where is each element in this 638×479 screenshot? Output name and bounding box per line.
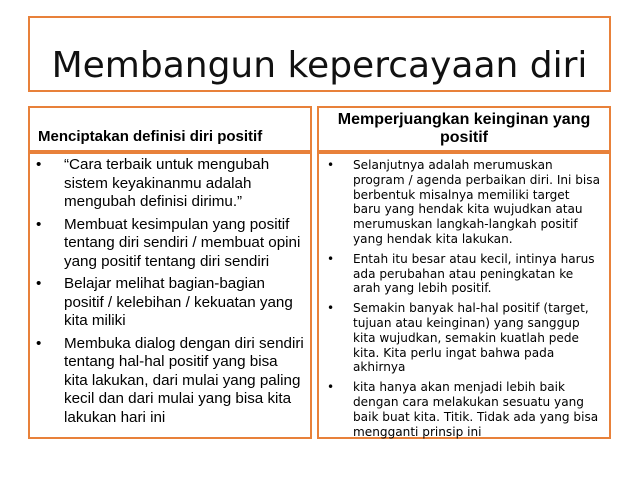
bullet-icon: • (327, 158, 335, 172)
list-item-text: Membuat kesimpulan yang positif tentang diri sendiri / membuat opini yang positif tentang diri sendiri (64, 215, 301, 270)
list-item-text: kita hanya akan menjadi lebih baik dengan cara melakukan sesuatu yang baik buat kita. Titik. Tidak ada yang bisa mengganti prinsip ini (353, 380, 599, 439)
list-item (327, 301, 601, 375)
list-item-text: “Cara terbaik untuk mengubah sistem keyakinanmu adalah mengubah definisi dirimu.” (64, 156, 270, 210)
left-column-body (28, 152, 312, 439)
bullet-icon: • (36, 156, 42, 173)
left-bullet-list (36, 156, 304, 427)
list-item (327, 380, 601, 439)
right-column-header: Memperjuangkan keinginan yang positif (317, 106, 611, 152)
list-item (36, 156, 304, 212)
list-item-text: Entah itu besar atau kecil, intinya harus ada perubahan atau peningkatan ke arah yang lebih positif. (353, 251, 595, 296)
list-item (327, 252, 601, 296)
bullet-icon: • (327, 301, 335, 316)
slide-title: Membangun kepercayaan diri (51, 45, 588, 86)
bullet-icon: • (327, 380, 335, 395)
right-bullet-list (327, 158, 601, 439)
bullet-icon: • (36, 275, 42, 292)
right-column-body (317, 152, 611, 439)
bullet-icon: • (327, 251, 335, 266)
list-item-text: Selanjutnya adalah merumuskan program / agenda perbaikan diri. Ini bisa berbentuk misalnya memiliki target baru yang hendak kita wujudkan atau merumuskan langkah-langkah positif yang hendak kita lakukan. (353, 158, 601, 246)
list-item-text: Membuka dialog dengan diri sendiri tentang hal-hal positif yang bisa kita lakukan, dari mulai yang paling kecil dan dari mulai yang bisa kita lakukan hari ini (64, 334, 304, 426)
list-item-text: Semakin banyak hal-hal positif (target, tujuan atau keinginan) yang sanggup kita wujudkan, semakin kuatlah pede kita. Kita perlu ingat bahwa pada akhirnya (353, 301, 589, 375)
list-item (327, 158, 601, 247)
list-item (36, 275, 304, 331)
title-box (28, 16, 611, 92)
left-column-header: Menciptakan definisi diri positif (28, 106, 312, 152)
list-item (36, 335, 304, 428)
bullet-icon: • (36, 334, 42, 352)
list-item (36, 216, 304, 272)
bullet-icon: • (36, 215, 42, 233)
list-item-text: Belajar melihat bagian-bagian positif / kelebihan / kekuatan yang kita miliki (64, 275, 293, 329)
